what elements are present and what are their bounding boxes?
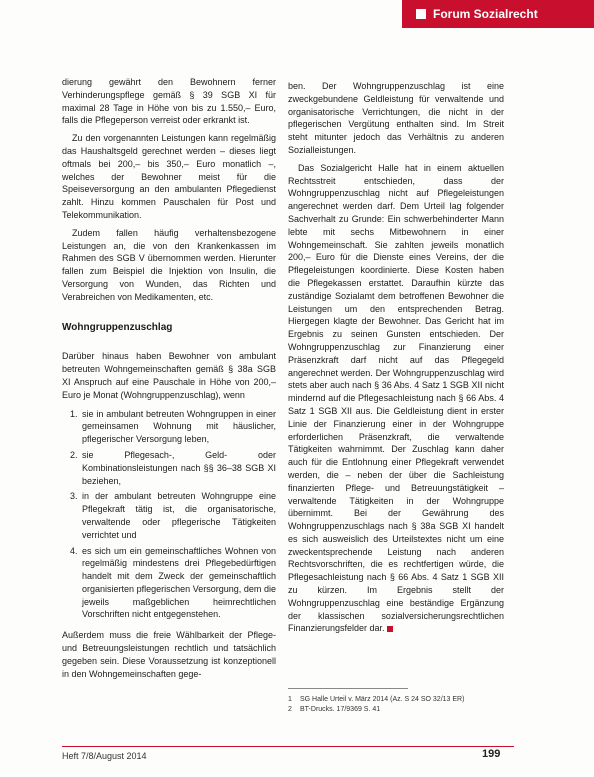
list-item: 1. sie in ambulant betreuten Wohngruppen in einer gemeinsamen Wohnung mit häuslicher, pflegerischer Versorgung leben,: [80, 408, 276, 446]
left-column: [62, 76, 276, 685]
paragraph: Darüber hinaus haben Bewohner von ambulant betreuten Wohngemeinschaften gemäß § 38a SGB XI Anspruch auf eine Pauschale in Höhe von 200,– Euro je Monat (Wohngruppenzuschlag), wenn: [62, 351, 276, 400]
issue-info: Heft 7/8/August 2014: [62, 751, 147, 761]
footnote: [288, 695, 504, 705]
paragraph-text: Das Sozialgericht Halle hat in einem aktuellen Rechtsstreit entschieden, dass der Wohngruppenzuschlag nicht auf Pflegeleistungen angerechnet werden darf. Dem Urteil lag folgender Sachverhalt zu Grunde: Ein schwerbehinderter Mann lebte mit sechs Mitbewohnern in einer Wohngemeinschaft. Sie zahlten jeweils monatlich 200,– Euro für die Dienste eines Vereins, der die Pflegeleistungen koordinierte. Diese Kosten haben die Pflegekassen erstattet. Daraufhin kürzte das zuständige Sozialamt dem betroffenen Bewohner die Leistungen um den entsprechenden Betrag. Hiergegen klagte der Bewohner. Das Gericht hat im Ergebnis zu seinen Gunsten entschieden. Der Wohngruppenzuschlag zur Finanzierung einer Präsenzkraft darf nicht auf das Pflegegeld angerechnet werden. Der Wohngruppenzuschlag wird stets aber auch nach § 36 Abs. 4 Satz 1 SGB XII nicht mindernd auf die Pflegesachleistung nach § 66 Abs. 4 Satz 1 SGB XII aus. Die Geldleistung dient in erster Linie der Finanzierung einer in der Wohngruppe erforderlichen Präsenzkraft, die verwaltende Tätigkeiten wahrnimmt. Der Zuschlag kann daher auch für die Entlohnung einer Pflegekraft verwendet werden, die – neben der über die Sachleistung finanzierten Pflege- und Betreuungstätigkeit – verwaltende Tätigkeiten in der Wohngruppe übernimmt. Bei der Gewährung des Wohngruppenzuschlags nach § 38a SGB XI handelt es sich ausweislich des Urteilstextes nicht um eine zweckentsprechende Leistung nach anderen Rechtsvorschriften, die es rechtfertigen würde, die Pflegesachleistung nach § 66 Abs. 4 Satz 1 SGB XII zu kürzen. Im Ergebnis stellt der Wohngruppenzuschlag eine beständige Ergänzung der klassischen sozialversicherungsrechtlichen Finanzierungsfelder dar.: [288, 162, 504, 634]
footnote-number: 1: [288, 696, 292, 703]
right-column: [288, 80, 504, 640]
list-item: 2. sie Pflegesach-, Geld- oder Kombinationsleistungen nach §§ 36–38 SGB XI beziehen,: [80, 449, 276, 487]
footnote-number: 2: [288, 706, 292, 713]
section-header: [402, 0, 594, 28]
footnotes: [288, 695, 504, 715]
requirements-list: [62, 408, 276, 622]
list-item: 3. in der ambulant betreuten Wohngruppe eine Pflegekraft tätig ist, die organisatorische, verwaltende oder pflegerische Tätigkeiten verrichtet und: [80, 490, 276, 541]
end-of-article-icon: [387, 626, 393, 632]
footnote-text: BT-Drucks. 17/9369 S. 41: [300, 706, 381, 713]
page-number: 199: [482, 748, 501, 760]
footnote-text: SG Halle Urteil v. März 2014 (Az. S 24 SO 32/13 ER): [300, 696, 465, 703]
paragraph: ben. Der Wohngruppenzuschlag ist eine zweckgebundene Geldleistung für verwaltende und organisatorische Verrichtungen, die nicht in der pflegerischen Vergütung enthalten sind. Im Streit steht mitunter jedoch das Verhältnis zu anderen Sozialleistungen.: [288, 81, 504, 155]
paragraph: Zudem fallen häufig verhaltensbezogene Leistungen an, die von den Krankenkassen im Rahmen des SGB V übernommen werden. Hierunter fallen zum Beispiel die Injektion von Insulin, die Versorgung von Wunden, das Richten und Verabreichen von Medikamenten, etc.: [62, 227, 276, 302]
footnote-divider: [288, 688, 408, 689]
list-item: 4. es sich um ein gemeinschaftliches Wohnen von regelmäßig mindestens drei Pflegebedürftigen handelt mit dem Zweck der gemeinschaftlich organisierten pflegerischen Versorgung, dem die jeweils maßgeblichen heimrechtlichen Vorschriften nicht entgegenstehen.: [80, 545, 276, 622]
footnote: [288, 705, 504, 715]
paragraph: Außerdem muss die freie Wählbarkeit der Pflege- und Betreuungsleistungen rechtlich und tatsächlich gegeben sein. Diese Voraussetzung ist konzeptionell in den Wohngemeinschaften gege-: [62, 630, 276, 679]
square-bullet-icon: [416, 9, 426, 19]
paragraph: dierung gewährt den Bewohnern ferner Verhinderungspflege gemäß § 39 SGB XI für maximal 28 Tage in Höhe von bis zu 1.550,– Euro, falls die Pflegeperson verreist oder erkrankt ist.: [62, 77, 276, 126]
paragraph: [288, 162, 504, 635]
section-title: Forum Sozialrecht: [433, 7, 538, 21]
paragraph: Zu den vorgenannten Leistungen kann regelmäßig das Haushaltsgeld gerechnet werden – dieses liegt oftmals bei 200,– bis 350,– Euro monatlich –, welches der Bewohner meist für die Speiseversorgung an den ambulanten Pflegedienst zahlt. Hinzu kommen Pauschalen für Post und Telekommunikation.: [62, 133, 276, 220]
footer-divider: [62, 746, 514, 747]
section-heading: Wohngruppenzuschlag: [62, 321, 173, 333]
